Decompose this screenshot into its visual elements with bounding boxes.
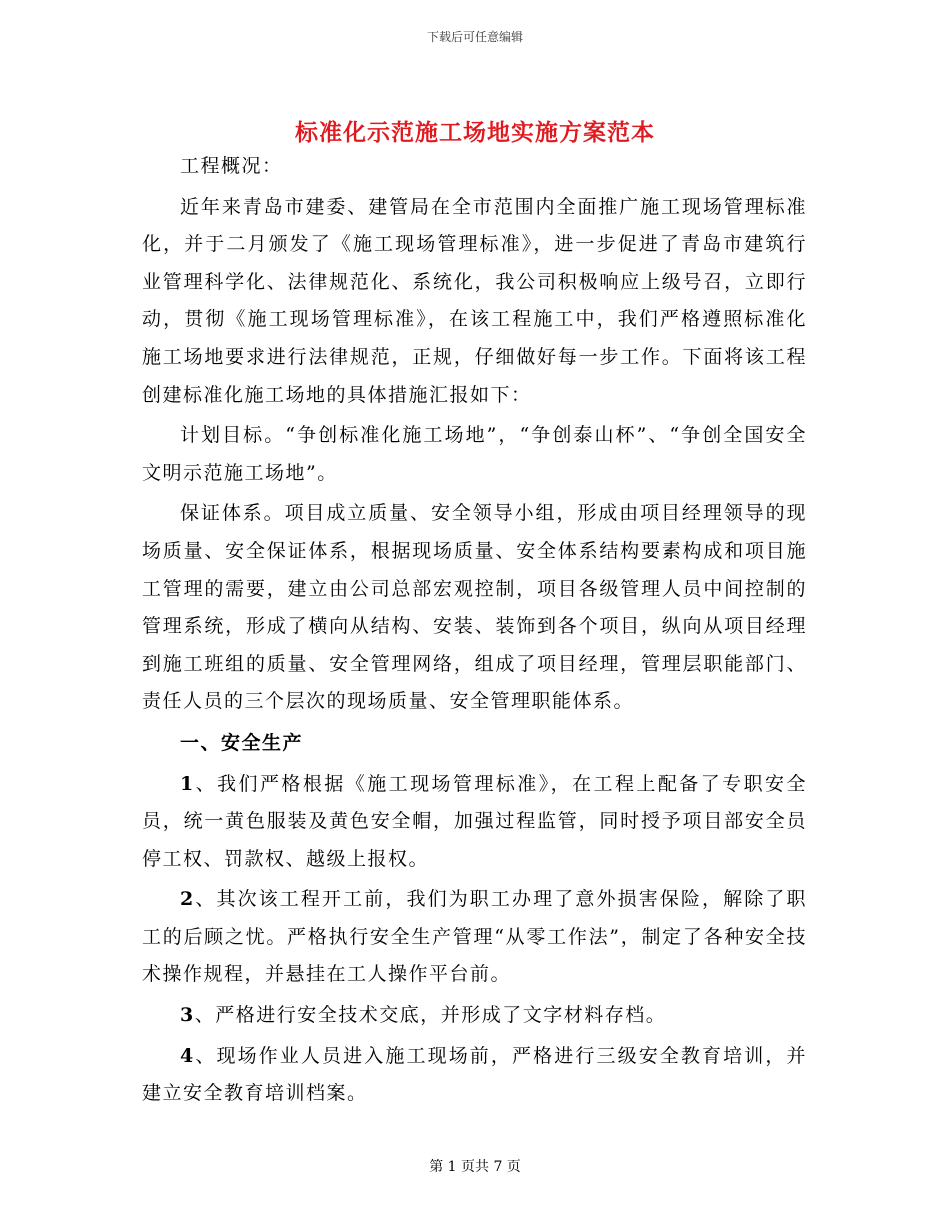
item-number: 2 <box>180 888 195 911</box>
item-text: 、现场作业人员进入施工现场前，严格进行三级安全教育培训，并建立安全教育培训档案。 <box>142 1044 807 1105</box>
document-body <box>142 148 807 1116</box>
list-item <box>142 1038 807 1113</box>
list-item <box>142 766 807 879</box>
page-number: 第 1 页共 7 页 <box>429 1159 521 1175</box>
header-note: 下载后可任意编辑 <box>426 30 523 44</box>
item-number: 4 <box>180 1044 195 1067</box>
paragraph-goal: 计划目标。“争创标准化施工场地”，“争创泰山杯”、“争创全国安全文明示范施工场地”。 <box>142 424 807 484</box>
paragraph-system: 保证体系。项目成立质量、安全领导小组，形成由项目经理领导的现场质量、安全保证体系，根据现场质量、安全体系结构要素构成和项目施工管理的需要，建立由公司总部宏观控制，项目各级管理人员中间控制的管理系统，形成了横向从结构、安装、装饰到各个项目，纵向从项目经理到施工班组的质量、安全管理网络，组成了项目经理，管理层职能部门、责任人员的三个层次的现场质量、安全管理职能体系。 <box>142 502 807 713</box>
list-item <box>142 997 807 1035</box>
list-item <box>142 881 807 994</box>
document-title: 标准化示范施工场地实施方案范本 <box>295 119 655 146</box>
item-text: 、严格进行安全技术交底，并形成了文字材料存档。 <box>194 1004 667 1027</box>
item-number: 1 <box>180 772 195 795</box>
intro-label: 工程概况： <box>180 155 283 177</box>
paragraph-overview: 近年来青岛市建委、建管局在全市范围内全面推广施工现场管理标准化，并于二月颁发了《施工现场管理标准》，进一步促进了青岛市建筑行业管理科学化、法律规范化、系统化，我公司积极响应上级号召，立即行动，贯彻《施工现场管理标准》，在该工程施工中，我们严格遵照标准化施工场地要求进行法律规范，正规，仔细做好每一步工作。下面将该工程创建标准化施工场地的具体措施汇报如下： <box>142 195 807 406</box>
item-text: 、其次该工程开工前，我们为职工办理了意外损害保险，解除了职工的后顾之忧。严格执行安全生产管理“从零工作法”，制定了各种安全技术操作规程，并悬挂在工人操作平台前。 <box>142 888 807 986</box>
item-text: 、我们严格根据《施工现场管理标准》，在工程上配备了专职安全员，统一黄色服装及黄色安全帽，加强过程监管，同时授予项目部安全员停工权、罚款权、越级上报权。 <box>142 772 807 870</box>
section-heading-safety: 一、安全生产 <box>180 731 304 754</box>
item-number: 3 <box>180 1004 195 1027</box>
